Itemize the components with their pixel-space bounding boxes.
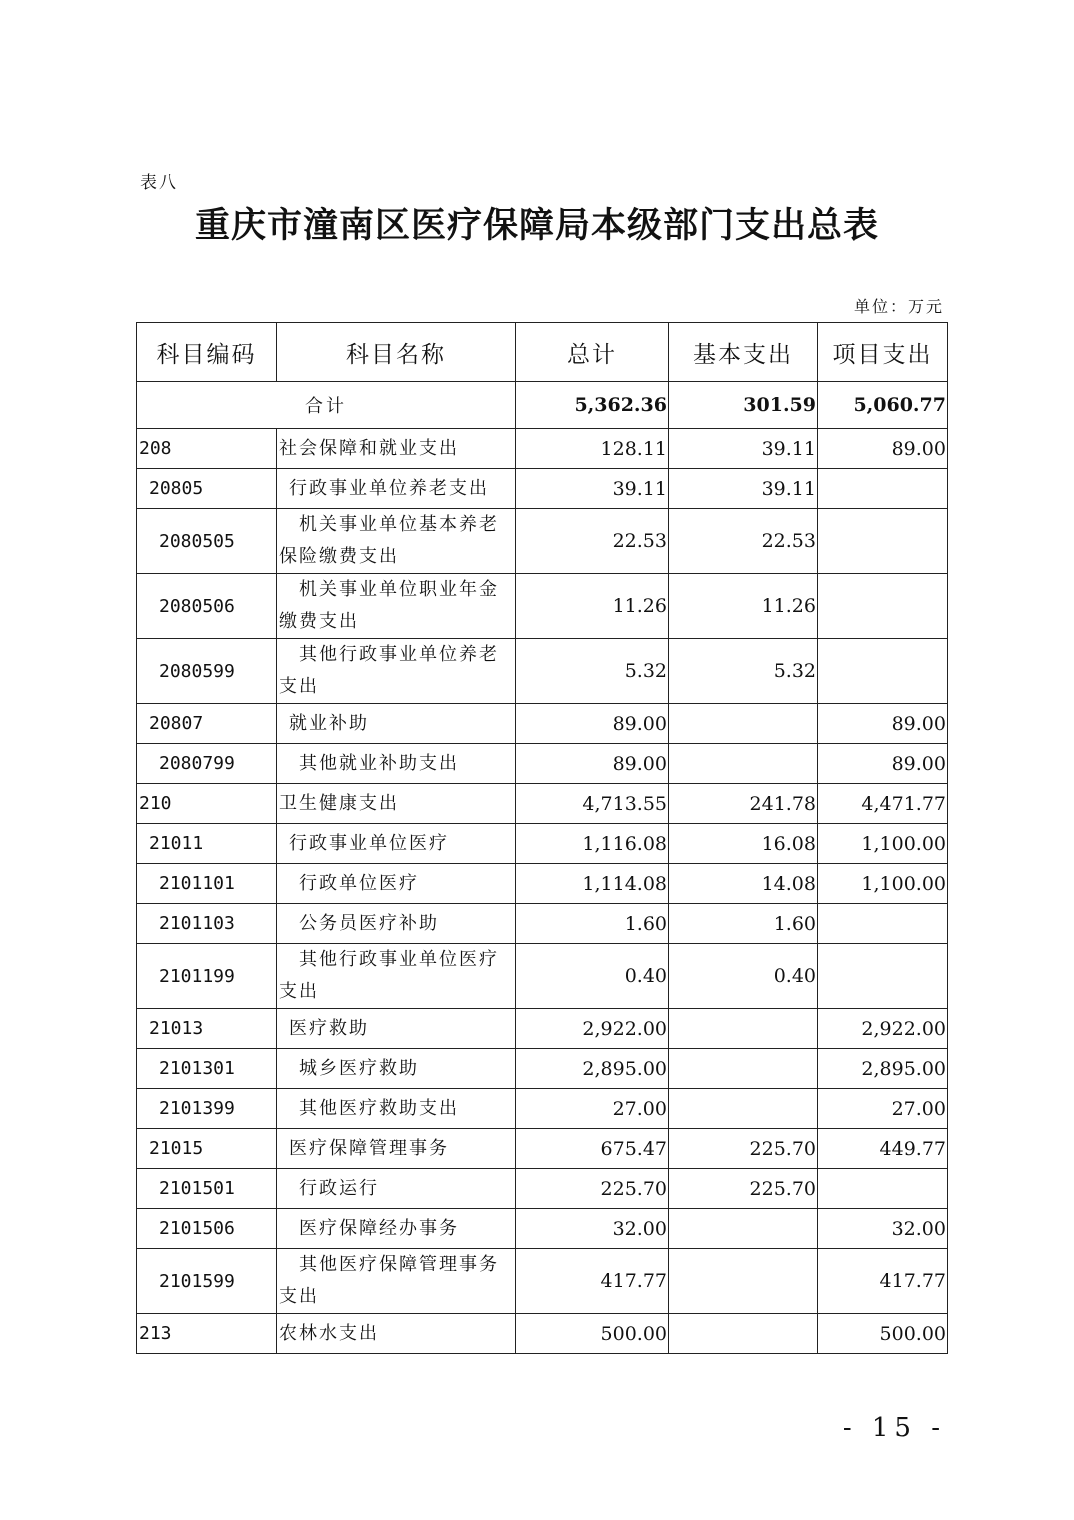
row-project: 89.00	[818, 704, 948, 744]
row-project: 417.77	[818, 1249, 948, 1314]
row-name	[277, 704, 516, 744]
row-name	[277, 944, 516, 1009]
row-name-text: 农林水支出	[279, 1322, 379, 1344]
row-name	[277, 744, 516, 784]
table-label: 表八	[140, 173, 178, 193]
row-basic	[669, 1009, 818, 1049]
row-code: 21011	[137, 824, 277, 864]
column-header-project: 项目支出	[818, 323, 948, 382]
row-basic	[669, 1314, 818, 1354]
table-row	[137, 1209, 948, 1249]
row-name-text: 机关事业单位基本养老保险缴费支出	[279, 514, 499, 567]
row-project	[818, 639, 948, 704]
column-header-basic: 基本支出	[669, 323, 818, 382]
row-basic: 5.32	[669, 639, 818, 704]
row-total: 39.11	[516, 469, 669, 509]
row-name	[277, 1249, 516, 1314]
row-name-text: 行政事业单位医疗	[289, 832, 449, 854]
row-code: 2080599	[137, 639, 277, 704]
row-basic	[669, 704, 818, 744]
row-name-text: 机关事业单位职业年金缴费支出	[279, 579, 499, 632]
row-total: 1,116.08	[516, 824, 669, 864]
total-label: 合计	[137, 382, 516, 429]
row-total: 225.70	[516, 1169, 669, 1209]
row-project: 89.00	[818, 744, 948, 784]
row-code: 21015	[137, 1129, 277, 1169]
row-basic	[669, 1249, 818, 1314]
row-code: 2101301	[137, 1049, 277, 1089]
row-name	[277, 784, 516, 824]
row-name-text: 医疗保障经办事务	[299, 1217, 459, 1239]
row-name-text: 行政运行	[299, 1177, 379, 1199]
table-row	[137, 744, 948, 784]
row-name-text: 卫生健康支出	[279, 792, 399, 814]
row-name	[277, 574, 516, 639]
row-basic: 16.08	[669, 824, 818, 864]
row-total: 128.11	[516, 429, 669, 469]
row-total: 1.60	[516, 904, 669, 944]
row-basic: 22.53	[669, 509, 818, 574]
table-row	[137, 574, 948, 639]
row-code: 2101101	[137, 864, 277, 904]
row-basic: 0.40	[669, 944, 818, 1009]
row-basic	[669, 744, 818, 784]
table-row	[137, 1314, 948, 1354]
row-code: 20805	[137, 469, 277, 509]
row-name	[277, 509, 516, 574]
row-name-text: 社会保障和就业支出	[279, 437, 459, 459]
row-name	[277, 1089, 516, 1129]
row-total: 675.47	[516, 1129, 669, 1169]
row-project: 2,895.00	[818, 1049, 948, 1089]
row-project: 449.77	[818, 1129, 948, 1169]
row-project: 1,100.00	[818, 824, 948, 864]
row-name-text: 其他行政事业单位养老支出	[279, 644, 499, 697]
row-name	[277, 1169, 516, 1209]
table-row	[137, 1249, 948, 1314]
row-name-text: 行政单位医疗	[299, 872, 419, 894]
row-name-text: 其他医疗救助支出	[299, 1097, 459, 1119]
row-total: 2,922.00	[516, 1009, 669, 1049]
row-code: 208	[137, 429, 277, 469]
row-project	[818, 574, 948, 639]
table-row	[137, 1169, 948, 1209]
row-code: 20807	[137, 704, 277, 744]
row-code: 2101103	[137, 904, 277, 944]
row-basic: 241.78	[669, 784, 818, 824]
row-total: 2,895.00	[516, 1049, 669, 1089]
row-code: 2101599	[137, 1249, 277, 1314]
row-name-text: 行政事业单位养老支出	[289, 477, 489, 499]
row-project: 2,922.00	[818, 1009, 948, 1049]
table-row	[137, 1089, 948, 1129]
row-name-text: 其他医疗保障管理事务支出	[279, 1254, 499, 1307]
total-row	[137, 382, 948, 429]
total-sum: 5,362.36	[516, 382, 669, 429]
total-basic: 301.59	[669, 382, 818, 429]
row-project	[818, 469, 948, 509]
table-row	[137, 824, 948, 864]
row-basic: 1.60	[669, 904, 818, 944]
row-total: 32.00	[516, 1209, 669, 1249]
row-total: 22.53	[516, 509, 669, 574]
row-code: 2080799	[137, 744, 277, 784]
row-code: 210	[137, 784, 277, 824]
table-row	[137, 469, 948, 509]
row-project: 27.00	[818, 1089, 948, 1129]
row-name	[277, 639, 516, 704]
row-project: 4,471.77	[818, 784, 948, 824]
row-code: 2080505	[137, 509, 277, 574]
row-name	[277, 469, 516, 509]
row-total: 4,713.55	[516, 784, 669, 824]
table-row	[137, 1129, 948, 1169]
table-row	[137, 784, 948, 824]
row-code: 2101506	[137, 1209, 277, 1249]
row-total: 11.26	[516, 574, 669, 639]
row-project: 1,100.00	[818, 864, 948, 904]
row-name-text: 其他就业补助支出	[299, 752, 459, 774]
row-project	[818, 944, 948, 1009]
row-total: 0.40	[516, 944, 669, 1009]
row-total: 27.00	[516, 1089, 669, 1129]
row-name-text: 医疗保障管理事务	[289, 1137, 449, 1159]
row-code: 2101501	[137, 1169, 277, 1209]
row-code: 21013	[137, 1009, 277, 1049]
total-project: 5,060.77	[818, 382, 948, 429]
page-title: 重庆市潼南区医疗保障局本级部门支出总表	[194, 205, 879, 246]
row-basic: 225.70	[669, 1129, 818, 1169]
row-name-text: 其他行政事业单位医疗支出	[279, 949, 499, 1002]
row-name-text: 城乡医疗救助	[299, 1057, 419, 1079]
column-header-name: 科目名称	[277, 323, 516, 382]
row-total: 500.00	[516, 1314, 669, 1354]
row-total: 89.00	[516, 744, 669, 784]
table-row	[137, 944, 948, 1009]
row-name-text: 就业补助	[289, 712, 369, 734]
row-name	[277, 1314, 516, 1354]
row-name	[277, 1209, 516, 1249]
table-row	[137, 1009, 948, 1049]
row-code: 213	[137, 1314, 277, 1354]
row-basic: 39.11	[669, 469, 818, 509]
row-project	[818, 1169, 948, 1209]
table-row	[137, 904, 948, 944]
row-total: 5.32	[516, 639, 669, 704]
row-name	[277, 429, 516, 469]
row-basic	[669, 1209, 818, 1249]
row-name	[277, 824, 516, 864]
row-code: 2080506	[137, 574, 277, 639]
row-name	[277, 1009, 516, 1049]
unit-label: 单位：万元	[853, 297, 944, 316]
row-basic: 225.70	[669, 1169, 818, 1209]
row-name	[277, 904, 516, 944]
table-row	[137, 704, 948, 744]
row-name	[277, 864, 516, 904]
table-row	[137, 509, 948, 574]
row-name-text: 公务员医疗补助	[299, 912, 439, 934]
row-code: 2101399	[137, 1089, 277, 1129]
row-basic	[669, 1049, 818, 1089]
row-project: 89.00	[818, 429, 948, 469]
row-basic: 39.11	[669, 429, 818, 469]
column-header-code: 科目编码	[137, 323, 277, 382]
table-row	[137, 429, 948, 469]
table-row	[137, 639, 948, 704]
row-project	[818, 509, 948, 574]
page-number: - 15 -	[842, 1413, 946, 1443]
row-total: 89.00	[516, 704, 669, 744]
row-name	[277, 1129, 516, 1169]
row-total: 417.77	[516, 1249, 669, 1314]
row-project: 32.00	[818, 1209, 948, 1249]
row-name-text: 医疗救助	[289, 1017, 369, 1039]
row-total: 1,114.08	[516, 864, 669, 904]
row-code: 2101199	[137, 944, 277, 1009]
table-row	[137, 1049, 948, 1089]
column-header-total: 总计	[516, 323, 669, 382]
row-project	[818, 904, 948, 944]
table-row	[137, 864, 948, 904]
row-basic: 11.26	[669, 574, 818, 639]
header-row	[137, 323, 948, 382]
row-basic: 14.08	[669, 864, 818, 904]
expense-table	[136, 322, 948, 1354]
row-basic	[669, 1089, 818, 1129]
row-project: 500.00	[818, 1314, 948, 1354]
row-name	[277, 1049, 516, 1089]
